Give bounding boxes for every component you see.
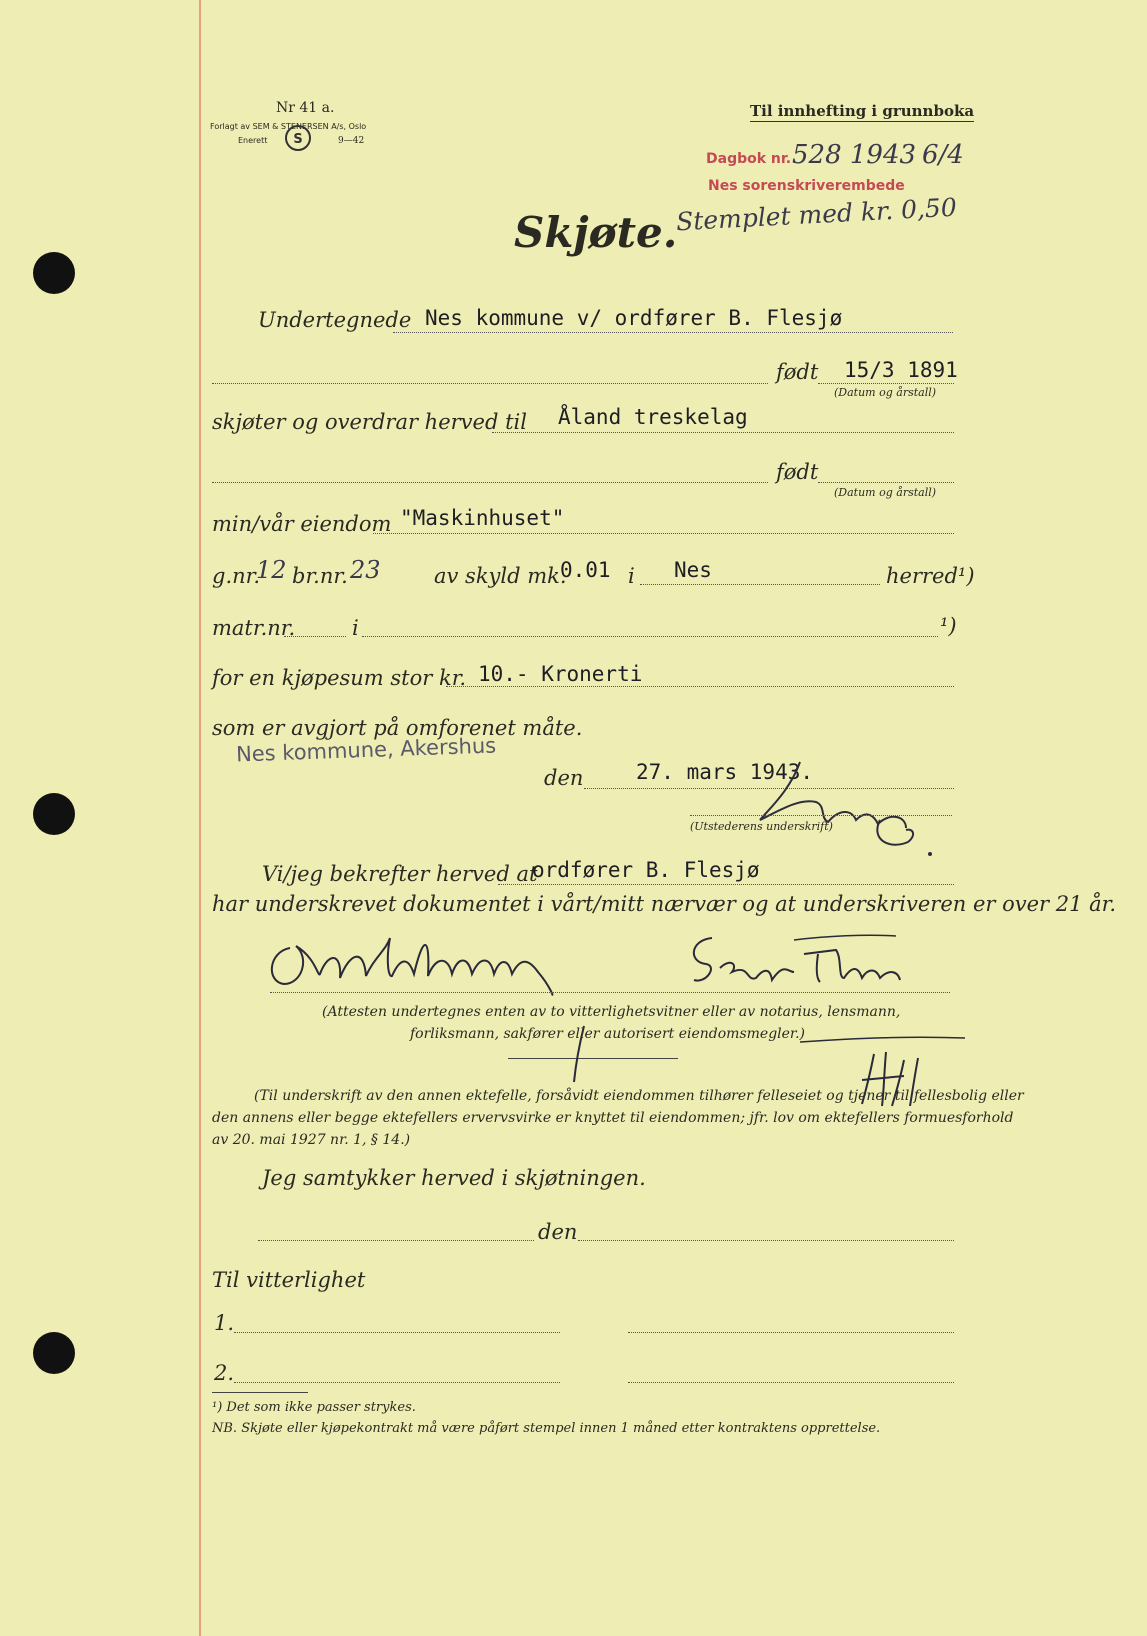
publisher-line: Forlagt av SEM & STENERSEN A/s, Oslo <box>210 122 367 131</box>
field-line <box>284 636 346 637</box>
place-stamp: Nes kommune, Akershus <box>235 733 497 767</box>
field-line <box>362 636 938 637</box>
punch-hole <box>33 793 75 835</box>
registry-office-stamp: Nes sorenskriverembede <box>708 178 905 194</box>
date-value: 27. mars 1943. <box>636 760 814 784</box>
strike-mark <box>566 1022 596 1086</box>
skyld-value: 0.01 <box>560 558 611 582</box>
field-line <box>212 482 768 483</box>
eiendom-label: min/vår eiendom <box>212 512 392 536</box>
signature-hint: (Utstederens underskrift) <box>690 820 833 833</box>
publisher-date: 9—42 <box>338 136 365 146</box>
registry-date: 6/4 <box>922 140 964 170</box>
datum-hint: (Datum og årstall) <box>834 386 937 399</box>
avgjort-text: som er avgjort på omforenet måte. <box>212 716 583 740</box>
field-line <box>818 383 954 384</box>
issuer-signature <box>730 750 960 860</box>
herred-value: Nes <box>674 558 712 582</box>
fodt-value: 15/3 1891 <box>844 358 958 382</box>
fodt2-label: født <box>776 460 819 484</box>
field-line <box>498 884 954 885</box>
filing-note: Til innhefting i grunnboka <box>750 102 975 120</box>
form-number: Nr 41 a. <box>276 100 335 116</box>
skyld-label: av skyld mk. <box>434 564 567 588</box>
registry-stamp-label: Dagbok nr. <box>706 151 792 167</box>
field-line <box>234 1382 560 1383</box>
field-line <box>578 1240 954 1241</box>
attest-note: (Attesten undertegnes enten av to vitterlighetsvitner eller av notarius, lensmann, <box>322 1004 901 1020</box>
matr-i-label: i <box>352 616 359 640</box>
witness-signature-1 <box>258 918 598 998</box>
skjoter-value: Åland treskelag <box>558 405 748 429</box>
field-line <box>212 383 768 384</box>
datum-hint: (Datum og årstall) <box>834 486 937 499</box>
skjoter-label: skjøter og overdrar herved til <box>212 410 527 434</box>
field-line <box>393 332 953 333</box>
margin-line <box>199 0 201 1636</box>
spouse-note: av 20. mai 1927 nr. 1, § 14.) <box>212 1132 411 1148</box>
document-title: Skjøte. <box>514 208 678 257</box>
signature-line <box>690 815 952 816</box>
gnr-label: g.nr. <box>212 564 261 588</box>
svg-text:S: S <box>293 132 303 147</box>
gnr-value: 12 <box>256 556 287 584</box>
field-line <box>640 584 880 585</box>
field-line <box>818 482 954 483</box>
punch-hole <box>33 252 75 294</box>
kjopesum-label: for en kjøpesum stor kr. <box>212 666 467 690</box>
witness-signature-2 <box>676 928 946 998</box>
footnote-nb: NB. Skjøte eller kjøpekontrakt må være påført stempel innen 1 måned etter kontraktens opprettelse. <box>212 1421 881 1436</box>
undertegnede-label: Undertegnede <box>258 308 412 332</box>
herred-label: herred¹) <box>886 564 975 588</box>
fodt-label: født <box>776 360 819 384</box>
witness-1-label: 1. <box>214 1311 235 1335</box>
footnote-1: ¹) Det som ikke passer strykes. <box>212 1400 416 1415</box>
consent-text: Jeg samtykker herved i skjøtningen. <box>262 1166 646 1190</box>
witness-heading: Til vitterlighet <box>212 1268 366 1292</box>
fee-note: Stemplet med kr. 0,50 <box>675 192 958 237</box>
attest-text: har underskrevet dokumentet i vårt/mitt nærvær og at underskriveren er over 21 år. <box>212 892 1117 916</box>
footnote-rule <box>212 1392 308 1393</box>
spouse-note: den annens eller begge ektefellers ervervsvirke er knyttet til eiendommen; jfr. lov om ektefellers formuesforhold <box>212 1110 1014 1126</box>
spouse-note: (Til underskrift av den annen ektefelle, forsåvidt eiendommen tilhører felleseiet og tjener til fellesbolig eller <box>254 1088 1024 1104</box>
field-line <box>373 533 954 534</box>
matr-footnote-mark: ¹) <box>940 614 957 638</box>
witness-line <box>270 992 950 993</box>
field-line <box>628 1332 954 1333</box>
undertegnede-value: Nes kommune v/ ordfører B. Flesjø <box>425 306 843 330</box>
brnr-label: br.nr. <box>292 564 348 588</box>
attest-value: ordfører B. Flesjø <box>532 858 760 882</box>
witness-2-label: 2. <box>214 1361 235 1385</box>
publisher-logo-icon <box>283 123 313 153</box>
i-label: i <box>628 564 635 588</box>
eiendom-value: "Maskinhuset" <box>400 506 565 530</box>
den-label: den <box>544 766 584 790</box>
kjopesum-value: 10.- Kronerti <box>478 662 643 686</box>
matr-label: matr.nr. <box>212 616 296 640</box>
field-line <box>446 686 954 687</box>
field-line <box>258 1240 534 1241</box>
attest-note: forliksmann, sakfører eller autorisert eiendomsmegler.) <box>410 1026 805 1042</box>
field-line <box>234 1332 560 1333</box>
registry-number: 528 1943 <box>792 140 917 170</box>
attest-label: Vi/jeg bekrefter herved at <box>262 862 538 886</box>
brnr-value: 23 <box>350 556 381 584</box>
field-line <box>628 1382 954 1383</box>
consent-den-label: den <box>538 1220 578 1244</box>
punch-hole <box>33 1332 75 1374</box>
field-line <box>492 432 954 433</box>
publisher-rights: Enerett <box>238 136 268 145</box>
